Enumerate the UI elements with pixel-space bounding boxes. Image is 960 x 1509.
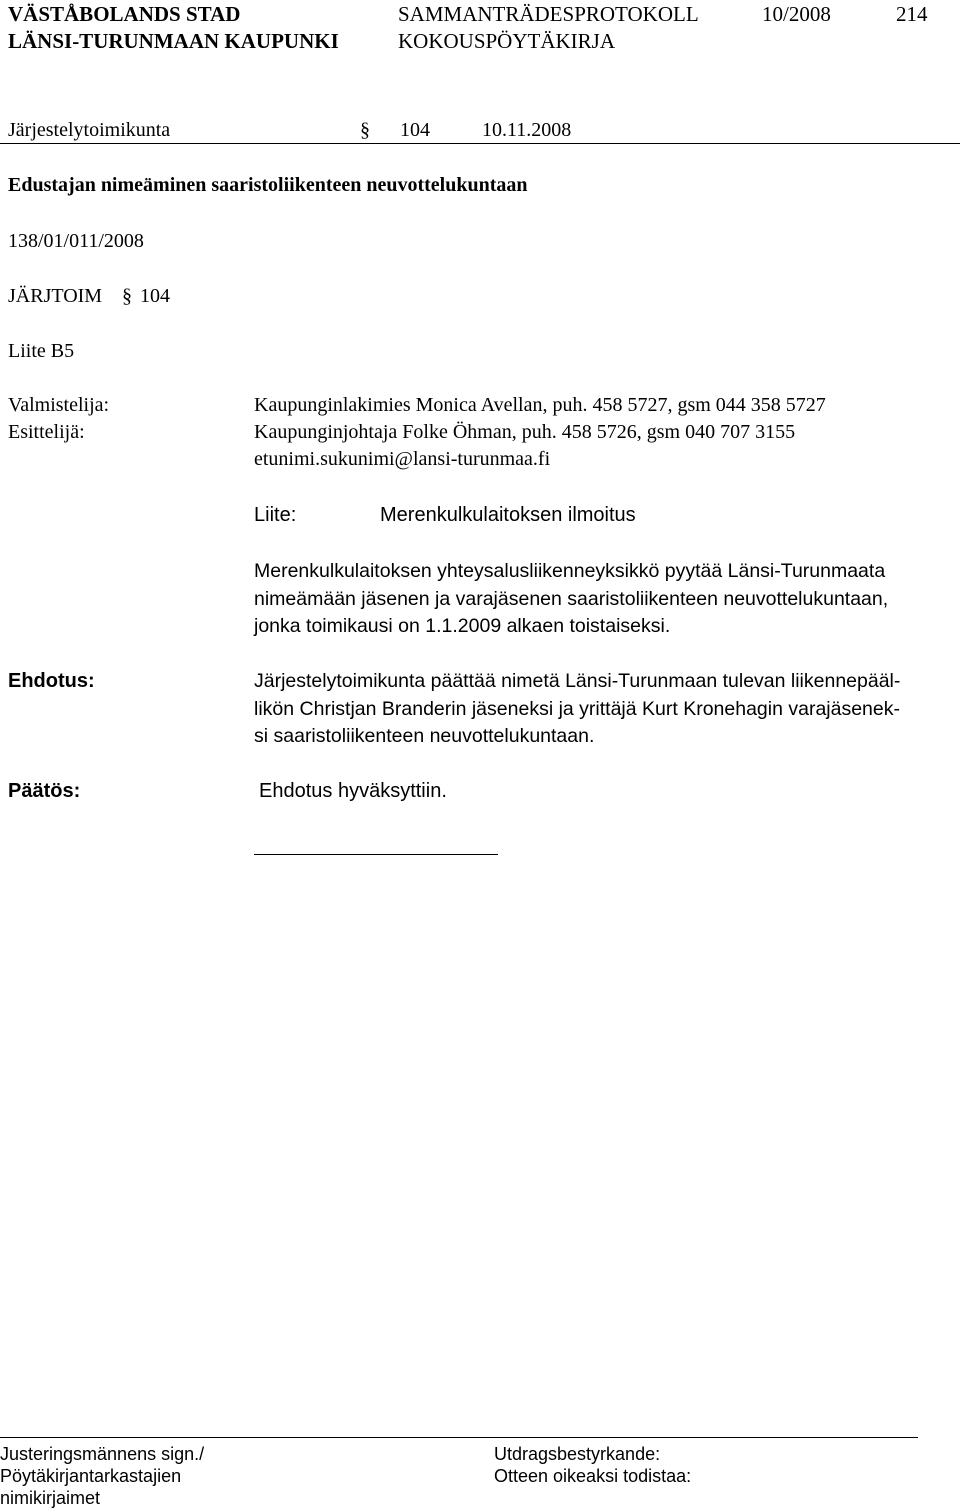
proposal-paragraph — [254, 668, 954, 751]
footer-certification-fi: Otteen oikeaksi todistaa: — [494, 1466, 692, 1486]
item-title: Edustajan nimeäminen saaristoliikenteen neuvottelukuntaan — [8, 174, 528, 196]
proposal-line: likön Christjan Branderin jäseneksi ja yrittäjä Kurt Kronehagin varajäsenek- — [254, 697, 900, 720]
page-number: 214 — [896, 2, 928, 26]
footer-signature-label-sv: Justeringsmännens sign./ — [0, 1444, 205, 1464]
presenter-label: Esittelijä: — [8, 421, 85, 443]
proposal-line: si saaristoliikenteen neuvottelukuntaan. — [254, 725, 595, 747]
document-type-finnish: KOKOUSPÖYTÄKIRJA — [398, 29, 616, 53]
section-symbol: § — [360, 119, 370, 141]
issue-number: 10/2008 — [762, 2, 831, 26]
preparer-text: Kaupunginlakimies Monica Avellan, puh. 458 5727, gsm 044 358 5727 — [254, 394, 826, 416]
reference-section-symbol: § — [122, 285, 132, 307]
proposal-label: Ehdotus: — [8, 670, 95, 692]
footer-signature-label-fi: Pöytäkirjantarkastajien — [0, 1466, 182, 1486]
decision-text: Ehdotus hyväksyttiin. — [259, 780, 447, 802]
document-type-swedish: SAMMANTRÄDESPROTOKOLL — [398, 2, 699, 26]
attachment-text: Merenkulkulaitoksen ilmoitus — [380, 504, 636, 526]
footer-certification-sv: Utdragsbestyrkande: — [494, 1444, 661, 1464]
attachment-reference: Liite B5 — [8, 340, 75, 362]
description-line: jonka toimikausi on 1.1.2009 alkaen toistaiseksi. — [254, 615, 671, 637]
footer-initials-label: nimikirjaimet — [0, 1488, 101, 1508]
decision-label: Päätös: — [8, 780, 81, 802]
presenter-text: Kaupunginjohtaja Folke Öhman, puh. 458 5726, gsm 040 707 3155 — [254, 421, 796, 443]
organization-name-finnish: LÄNSI-TURUNMAAN KAUPUNKI — [8, 29, 339, 53]
section-number: 104 — [400, 119, 430, 141]
reference-number: 138/01/011/2008 — [8, 230, 144, 252]
preparer-label: Valmistelija: — [8, 394, 110, 416]
attachment-label: Liite: — [254, 504, 297, 526]
organization-name-swedish: VÄSTÅBOLANDS STAD — [8, 2, 241, 26]
meeting-divider — [0, 143, 960, 144]
meeting-date: 10.11.2008 — [482, 119, 572, 141]
reference-body: JÄRJTOIM — [8, 285, 103, 307]
description-line: nimeämään jäsenen ja varajäsenen saaristoliikenteen neuvottelukuntaan, — [254, 587, 889, 610]
description-paragraph — [254, 558, 954, 641]
description-line: Merenkulkulaitoksen yhteysalusliikenneyksikkö pyytää Länsi-Turunmaata — [254, 560, 886, 582]
meeting-body: Järjestelytoimikunta — [8, 119, 171, 141]
end-rule — [254, 854, 498, 855]
email-address[interactable]: etunimi.sukunimi@lansi-turunmaa.fi — [254, 448, 551, 470]
proposal-line: Järjestelytoimikunta päättää nimetä Länsi-Turunmaan tulevan liikennepääl- — [254, 670, 901, 692]
footer-divider — [0, 1437, 918, 1438]
reference-section-number: 104 — [140, 285, 170, 307]
